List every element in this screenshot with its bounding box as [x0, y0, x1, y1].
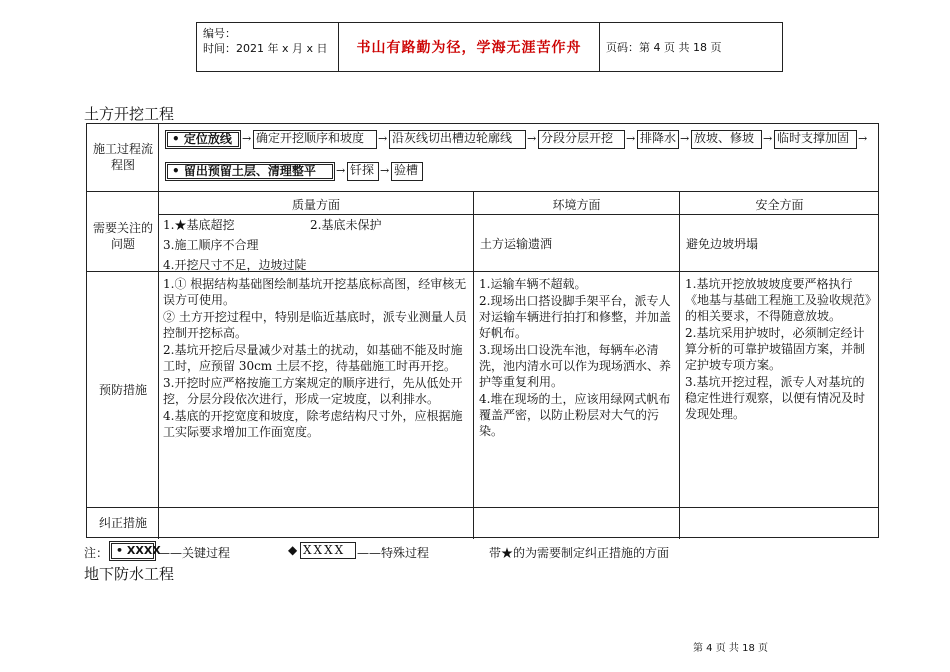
flow-arrow: → — [680, 132, 690, 145]
concern-environment: 土方运输遗洒 — [480, 237, 553, 251]
header-page-info: 页码：第 4 页 共 18 页 — [606, 41, 722, 54]
section-title-waterproofing: 地下防水工程 — [84, 565, 175, 583]
column-header-environment: 环境方面 — [552, 198, 601, 212]
header-number-label: 编号： — [203, 27, 236, 40]
flow-arrow: → — [336, 164, 346, 177]
note-star-desc: 带★的为需要制定纠正措施的方面 — [489, 546, 670, 560]
prevention-safety-item: 3.基坑开挖过程，派专人对基坑的稳定性进行观察，以便有情况及时发现处理。 — [685, 375, 866, 421]
prevention-row-label: 预防措施 — [98, 383, 147, 397]
column-header-quality: 质量方面 — [291, 198, 340, 212]
table-rule — [679, 191, 680, 539]
concern-safety: 避免边坡坍塌 — [686, 237, 759, 251]
note-key-desc: ——关键过程 — [158, 546, 231, 560]
table-rule — [87, 507, 878, 508]
prevention-environment — [479, 276, 674, 440]
flow-arrow: → — [858, 132, 868, 145]
prevention-safety-item: 2.基坑采用护坡时，必须制定经计算分析的可靠护坡锚固方案，并制定护坡专项方案。 — [685, 326, 866, 372]
header-slogan: 书山有路勤为径，学海无涯苦作舟 — [339, 23, 600, 71]
flow-step-key: • 定位放线 — [165, 130, 241, 149]
table-rule — [158, 214, 878, 215]
note-prefix: 注： — [84, 546, 109, 560]
flow-row-label: 施工过程流程图 — [93, 142, 154, 172]
flow-arrow: → — [626, 132, 636, 145]
flow-arrow: → — [378, 132, 388, 145]
prevention-quality-item: ② 土方开挖过程中，特别是临近基底时，派专业测量人员控制开挖标高。 — [163, 310, 467, 340]
column-header-safety: 安全方面 — [755, 198, 804, 212]
prevention-quality-item: 2.基坑开挖后尽量减少对基土的扰动，如基础不能及时施工时，应预留 30cm 土层不挖，待基础施工时再开挖。 — [163, 343, 463, 373]
prevention-environment-item: 4.堆在现场的土，应该用绿网式帆布覆盖严密，以防止粉层对大气的污染。 — [479, 392, 671, 438]
flow-step: 分段分层开挖 — [538, 130, 625, 149]
flow-step-key: • 留出预留土层、清理整平 — [165, 162, 335, 181]
concern-item: 2.基底未保护 — [310, 218, 382, 232]
flow-step: 临时支撑加固 — [774, 130, 857, 149]
section-title-earthwork: 土方开挖工程 — [84, 105, 175, 123]
prevention-safety-item: 1.基坑开挖放坡坡度要严格执行《地基与基础工程施工及验收规范》的相关要求，不得随意放坡。 — [685, 277, 872, 323]
flow-arrow: → — [527, 132, 537, 145]
flow-step: 沿灰线切出槽边轮廓线 — [389, 130, 526, 149]
concern-item: 4.开挖尺寸不足，边坡过陡 — [163, 258, 307, 272]
correction-row-label: 纠正措施 — [98, 516, 147, 530]
header-time-label: 时间：2021 年 x 月 x 日 — [203, 42, 328, 55]
process-table — [86, 123, 879, 538]
flow-arrow: → — [763, 132, 773, 145]
prevention-quality-item: 3.开挖时应严格按施工方案规定的顺序进行，先从低处开挖，分层分段依次进行，形成一定坡度，以利排水。 — [163, 376, 463, 406]
prevention-environment-item: 3.现场出口设洗车池，每辆车必清洗，池内清水可以作为现场洒水、养护等重复利用。 — [479, 343, 672, 389]
diamond-icon: ◆ — [288, 543, 298, 557]
flow-step: 放坡、修坡 — [691, 130, 762, 149]
prevention-quality — [163, 276, 467, 441]
concern-item: 1.★基底超挖 — [163, 218, 235, 232]
prevention-quality-item: 1.① 根据结构基础图绘制基坑开挖基底标高图，经审核无误方可使用。 — [163, 277, 467, 307]
header-meta — [197, 23, 339, 71]
prevention-environment-item: 2.现场出口搭设脚手架平台，派专人对运输车辆进行拍打和修整，并加盖好帆布。 — [479, 294, 672, 340]
flow-step: 验槽 — [391, 162, 423, 181]
concerns-row-label: 需要关注的问题 — [93, 221, 154, 251]
note-special-desc: ——特殊过程 — [357, 546, 430, 560]
table-rule — [87, 191, 878, 192]
prevention-safety — [685, 276, 875, 423]
prevention-quality-item: 4.基底的开挖宽度和坡度，除考虑结构尺寸外，应根据施工实际要求增加工作面宽度。 — [163, 409, 463, 439]
page-footer: 第 4 页 共 18 页 — [693, 643, 768, 654]
flow-step: 排降水 — [637, 130, 679, 149]
flow-arrow: → — [380, 164, 390, 177]
flow-step: 钎探 — [347, 162, 379, 181]
prevention-environment-item: 1.运输车辆不超载。 — [479, 277, 587, 291]
note-special-box: XXXX — [300, 542, 356, 559]
table-rule — [158, 124, 159, 539]
flow-step: 确定开挖顺序和坡度 — [253, 130, 377, 149]
concern-item: 3.施工顺序不合理 — [163, 238, 259, 252]
flow-arrow: → — [242, 132, 252, 145]
table-rule — [473, 191, 474, 539]
page-header — [196, 22, 783, 72]
note-key-box: • XXXX — [109, 541, 156, 561]
